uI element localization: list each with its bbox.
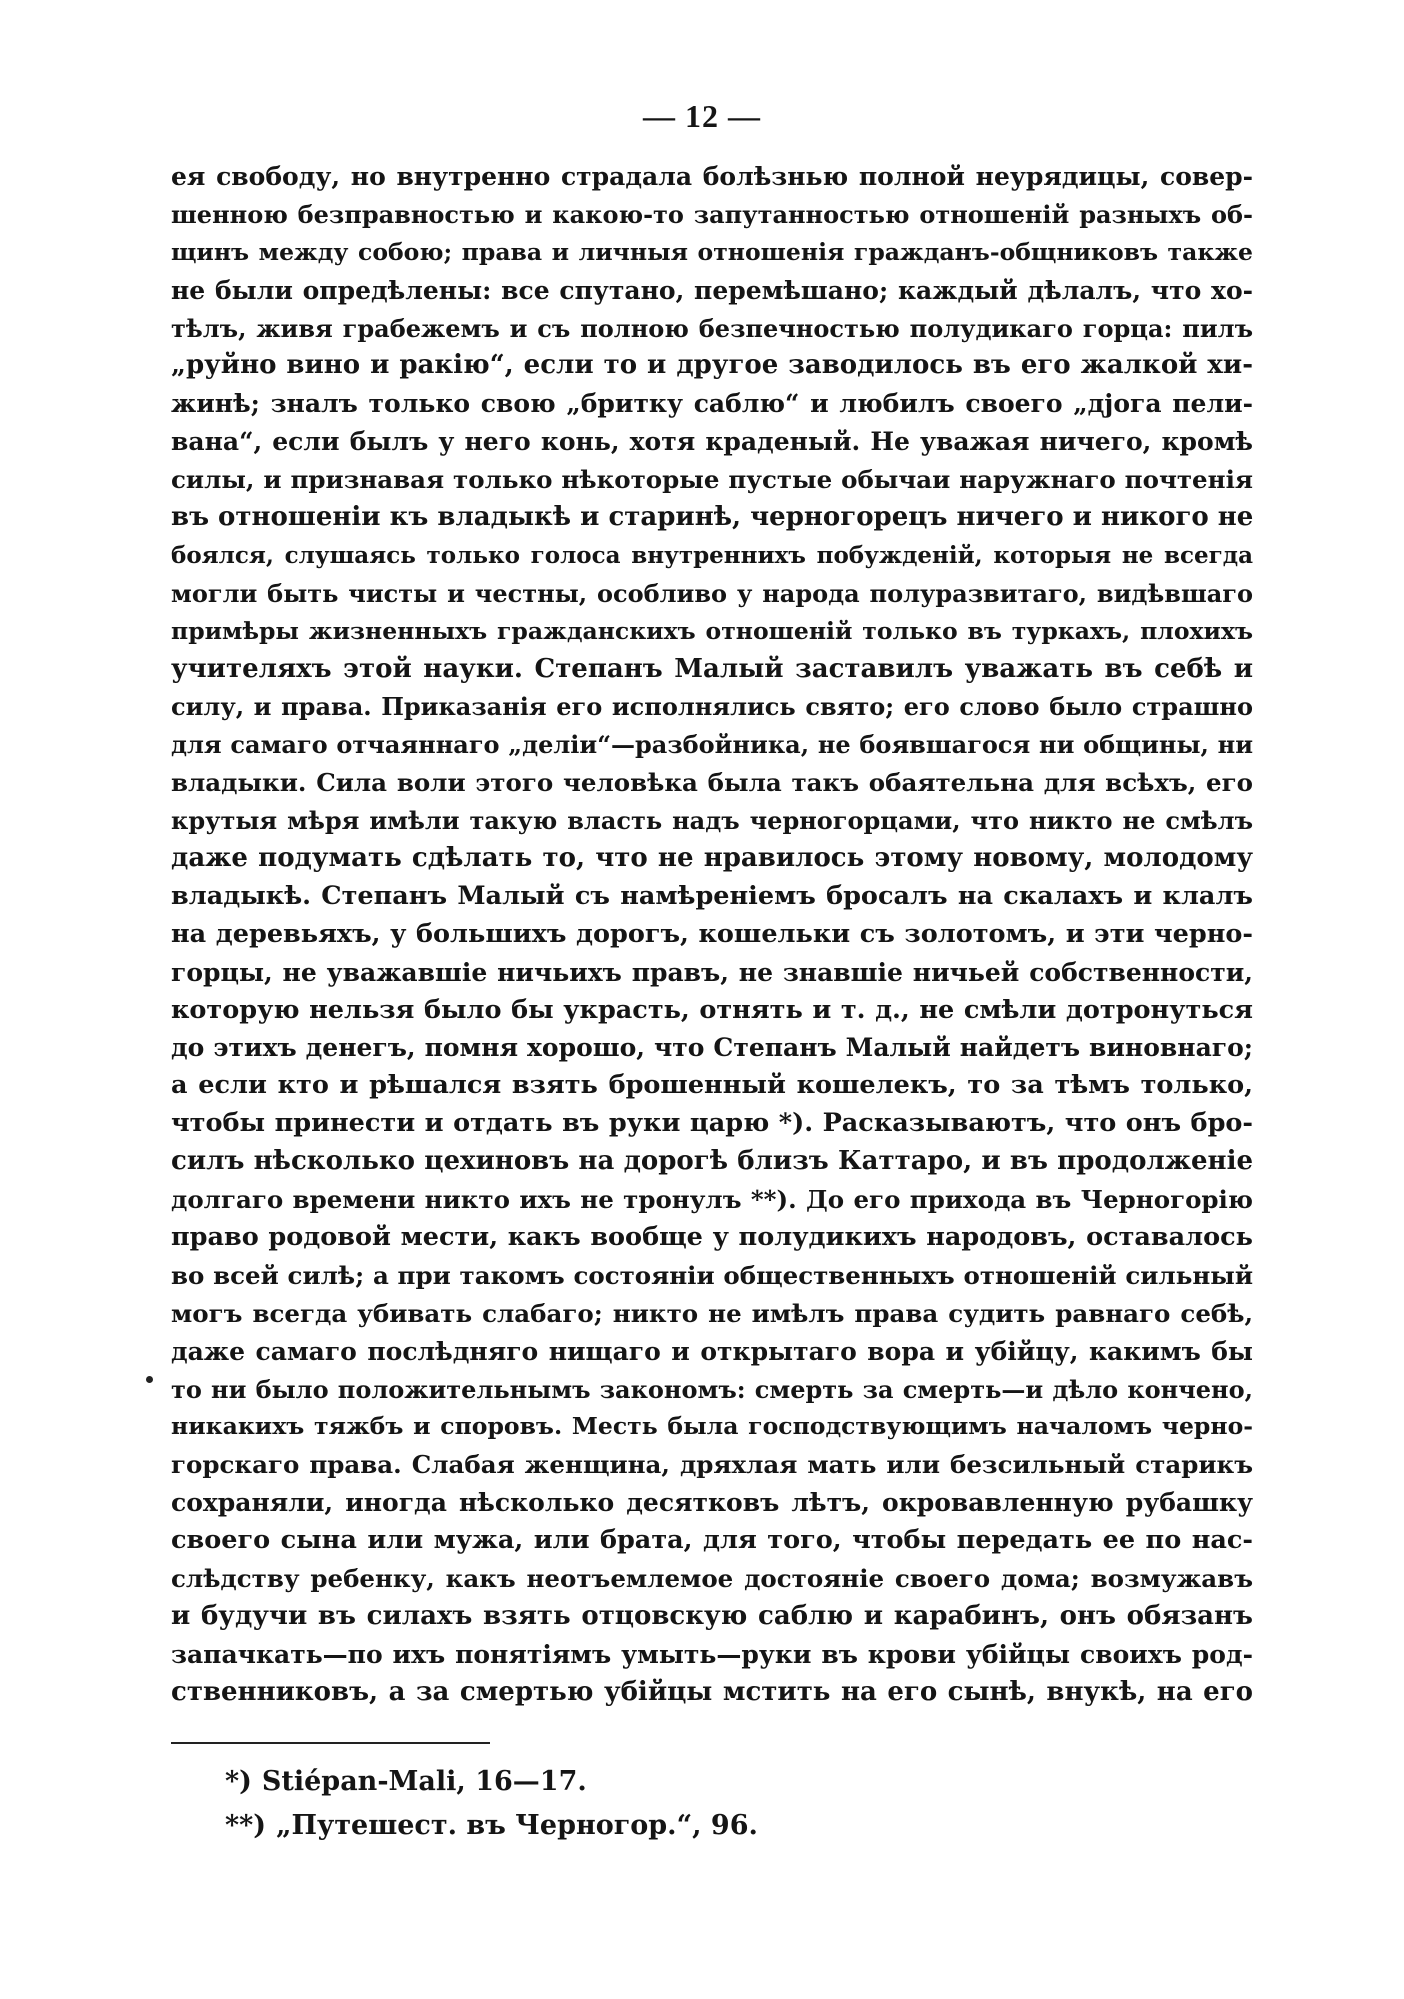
text-line: до этихъ денегъ, помня хорошо, что Степанъ Малый найдетъ виновнаго;	[171, 1033, 1253, 1063]
text-line: никакихъ тяжбъ и споровъ. Месть была господствующимъ началомъ черно-	[171, 1412, 1253, 1441]
text-line: долгаго времени никто ихъ не тронулъ **). До его прихода въ Черногорiю	[171, 1185, 1253, 1215]
text-line: силъ нѣсколько цехиновъ на дорогѣ близъ Каттаро, и въ продолженiе	[171, 1146, 1253, 1177]
text-line: горцы, не уважавшiе ничьихъ правъ, не знавшiе ничьей собственности,	[171, 957, 1253, 987]
text-line: даже самаго послѣдняго нищаго и открытаго вора и убiйцу, какимъ бы	[171, 1336, 1253, 1366]
text-line: вана“, если былъ у него конь, хотя краденый. Не уважая ничего, кромѣ	[171, 427, 1253, 457]
page-number: — 12 —	[643, 98, 761, 134]
footnote-marker: **)	[225, 1810, 267, 1841]
footnote-1	[225, 1760, 925, 1804]
margin-dot-mark	[146, 1376, 153, 1383]
footnote-text: Stiépan-Mali, 16—17.	[261, 1766, 587, 1797]
text-line: крутыя мѣря имѣли такую власть надъ черногорцами, что никто не смѣлъ	[171, 806, 1253, 836]
text-line: примѣры жизненныхъ гражданскихъ отношенiй только въ туркахъ, плохихъ	[171, 616, 1253, 645]
text-line: своего сына или мужа, или брата, для того, чтобы передать ее по нас-	[171, 1525, 1253, 1556]
footnote-2	[225, 1804, 925, 1848]
text-line: на деревьяхъ, у большихъ дорогъ, кошельки съ золотомъ, и эти черно-	[171, 918, 1253, 949]
text-line: не были опредѣлены: все спутано, перемѣшано; каждый дѣлалъ, что хо-	[171, 275, 1253, 305]
body-text	[171, 158, 1253, 1712]
text-line: во всей силѣ; а при такомъ состоянiи общественныхъ отношенiй сильный	[171, 1260, 1253, 1290]
text-line: даже подумать сдѣлать то, что не нравилось этому новому, молодому	[171, 843, 1253, 874]
text-line: право родовой мести, какъ вообще у полудикихъ народовъ, оставалось	[171, 1221, 1253, 1252]
text-line: сохраняли, иногда нѣсколько десятковъ лѣтъ, окровавленную рубашку	[171, 1488, 1253, 1518]
text-line: а если кто и рѣшался взять брошенный кошелекъ, то за тѣмъ только,	[171, 1070, 1253, 1101]
text-line: боялся, слушаясь только голоса внутреннихъ побужденiй, которыя не всегда	[171, 541, 1253, 569]
footnote-marker: *)	[225, 1766, 252, 1797]
text-line: могъ всегда убивать слабаго; никто не имѣлъ права судить равнаго себѣ,	[171, 1298, 1253, 1328]
text-line: запачкать—по ихъ понятiямъ умыть—руки въ крови убiйцы своихъ род-	[171, 1639, 1253, 1669]
text-line: тѣлъ, живя грабежемъ и съ полною безпечностью полудикаго горца: пилъ	[171, 313, 1253, 343]
text-line: въ отношенiи къ владыкѣ и старинѣ, черногорецъ ничего и никого не	[171, 502, 1253, 533]
text-line: жинѣ; зналъ только свою „бритку саблю“ и любилъ своего „дjога пели-	[171, 389, 1253, 419]
text-line: слѣдству ребенку, какъ неотъемлемое достоянiе своего дома; возмужавъ	[171, 1563, 1253, 1593]
text-line: могли быть чисты и честны, особливо у народа полуразвитаго, видѣвшаго	[171, 578, 1253, 608]
text-line: то ни было положительнымъ закономъ: смерть за смерть—и дѣло кончено,	[171, 1374, 1253, 1404]
text-line: владыкѣ. Степанъ Малый съ намѣренiемъ бросалъ на скалахъ и клалъ	[171, 880, 1253, 911]
text-line: ственниковъ, а за смертью убiйцы мстить на его сынѣ, внукѣ, на его	[171, 1676, 1253, 1707]
text-line: горскаго права. Слабая женщина, дряхлая мать или безсильный старикъ	[171, 1450, 1253, 1480]
text-line: и будучи въ силахъ взять отцовскую саблю и карабинъ, онъ обязанъ	[171, 1600, 1253, 1631]
text-line: „руйно вино и ракiю“, если то и другое заводилось въ его жалкой хи-	[171, 350, 1253, 381]
footnotes	[225, 1760, 925, 1848]
text-line: учителяхъ этой науки. Степанъ Малый заставилъ уважать въ себѣ и	[171, 653, 1253, 684]
text-line: чтобы принести и отдать въ руки царю *). Расказываютъ, что онъ бро-	[171, 1108, 1253, 1139]
footnote-rule	[171, 1742, 490, 1744]
text-line: для самаго отчаяннаго „делiи“—разбойника, не боявшагося ни общины, ни	[171, 730, 1253, 760]
text-line: владыки. Сила воли этого человѣка была такъ обаятельна для всѣхъ, его	[171, 768, 1253, 798]
text-line: шенною безправностью и какою-то запутанностью отношенiй разныхъ об-	[171, 199, 1253, 229]
text-line: щинъ между собою; права и личныя отношенiя гражданъ-общниковъ также	[171, 237, 1253, 266]
text-line: которую нельзя было бы украсть, отнять и т. д., не смѣли дотронуться	[171, 994, 1253, 1025]
text-line: силы, и признавая только нѣкоторые пустые обычаи наружнаго почтенiя	[171, 465, 1253, 495]
text-line: ея свободу, но внутренно страдала болѣзнью полной неурядицы, совер-	[171, 162, 1253, 191]
footnote-text: „Путешест. въ Черногор.“, 96.	[276, 1810, 758, 1841]
text-line: силу, и права. Приказанiя его исполнялись свято; его слово было страшно	[171, 692, 1253, 722]
